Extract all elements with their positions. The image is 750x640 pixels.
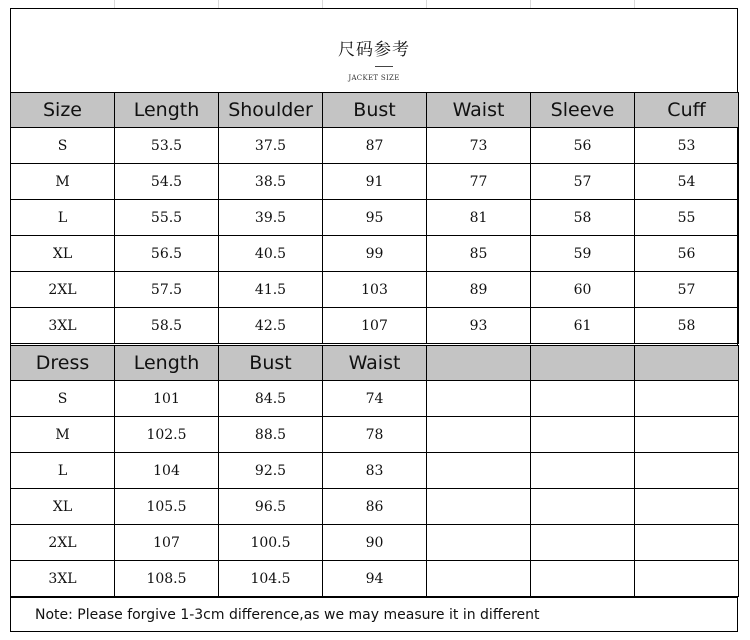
table-cell: 93 bbox=[427, 308, 531, 344]
empty-cell bbox=[635, 489, 739, 525]
empty-cell bbox=[635, 525, 739, 561]
jacket-size-table bbox=[10, 92, 739, 344]
empty-cell bbox=[531, 489, 635, 525]
empty-cell bbox=[531, 453, 635, 489]
table-cell: 101 bbox=[115, 381, 219, 417]
table-cell: 42.5 bbox=[219, 308, 323, 344]
table-cell: M bbox=[11, 164, 115, 200]
table-cell: 58 bbox=[531, 200, 635, 236]
empty-cell bbox=[635, 453, 739, 489]
header-cell-waist: Waist bbox=[427, 93, 531, 128]
note-text: Note: Please forgive 1-3cm difference,as we may measure it in different bbox=[35, 607, 540, 623]
chart-title-chinese: 尺码参考 bbox=[338, 40, 410, 60]
empty-cell bbox=[531, 525, 635, 561]
table-cell: 38.5 bbox=[219, 164, 323, 200]
empty-cell bbox=[427, 346, 531, 381]
empty-cell bbox=[427, 417, 531, 453]
header-cell-dress: Dress bbox=[11, 346, 115, 381]
table-cell: 108.5 bbox=[115, 561, 219, 597]
table-cell: 53.5 bbox=[115, 128, 219, 164]
header-cell-cuff: Cuff bbox=[635, 93, 739, 128]
table-cell: 102.5 bbox=[115, 417, 219, 453]
header-cell-bust: Bust bbox=[323, 93, 427, 128]
jacket-header-row bbox=[11, 93, 739, 128]
table-cell: 2XL bbox=[11, 525, 115, 561]
table-cell: 55.5 bbox=[115, 200, 219, 236]
dress-size-table bbox=[10, 345, 739, 597]
table-cell: 56 bbox=[531, 128, 635, 164]
table-cell: 95 bbox=[323, 200, 427, 236]
table-cell: 53 bbox=[635, 128, 739, 164]
measurement-note bbox=[10, 597, 738, 632]
table-cell: 90 bbox=[323, 525, 427, 561]
header-cell-size: Size bbox=[11, 93, 115, 128]
chart-header bbox=[10, 8, 738, 92]
header-cell-sleeve: Sleeve bbox=[531, 93, 635, 128]
header-cell-waist: Waist bbox=[323, 346, 427, 381]
table-row bbox=[11, 417, 739, 453]
table-row bbox=[11, 489, 739, 525]
empty-cell bbox=[635, 561, 739, 597]
table-cell: 91 bbox=[323, 164, 427, 200]
empty-cell bbox=[427, 489, 531, 525]
table-cell: 54.5 bbox=[115, 164, 219, 200]
table-cell: 92.5 bbox=[219, 453, 323, 489]
table-cell: XL bbox=[11, 489, 115, 525]
table-cell: 77 bbox=[427, 164, 531, 200]
table-cell: 41.5 bbox=[219, 272, 323, 308]
table-cell: 81 bbox=[427, 200, 531, 236]
table-row bbox=[11, 272, 739, 308]
table-cell: 103 bbox=[323, 272, 427, 308]
table-cell: 74 bbox=[323, 381, 427, 417]
table-cell: S bbox=[11, 128, 115, 164]
dress-header-row bbox=[11, 346, 739, 381]
table-cell: 55 bbox=[635, 200, 739, 236]
table-cell: 56.5 bbox=[115, 236, 219, 272]
table-cell: 96.5 bbox=[219, 489, 323, 525]
table-cell: 85 bbox=[427, 236, 531, 272]
table-row bbox=[11, 200, 739, 236]
table-cell: 3XL bbox=[11, 308, 115, 344]
table-cell: S bbox=[11, 381, 115, 417]
title-divider bbox=[375, 66, 393, 67]
table-cell: 89 bbox=[427, 272, 531, 308]
header-cell-length: Length bbox=[115, 93, 219, 128]
table-row bbox=[11, 308, 739, 344]
empty-cell bbox=[427, 561, 531, 597]
table-cell: 57 bbox=[531, 164, 635, 200]
table-cell: 105.5 bbox=[115, 489, 219, 525]
table-row bbox=[11, 561, 739, 597]
table-cell: 86 bbox=[323, 489, 427, 525]
table-cell: 60 bbox=[531, 272, 635, 308]
table-cell: 104 bbox=[115, 453, 219, 489]
table-cell: 94 bbox=[323, 561, 427, 597]
empty-cell bbox=[635, 346, 739, 381]
empty-cell bbox=[531, 417, 635, 453]
table-cell: 78 bbox=[323, 417, 427, 453]
table-cell: 3XL bbox=[11, 561, 115, 597]
table-cell: 54 bbox=[635, 164, 739, 200]
table-cell: 73 bbox=[427, 128, 531, 164]
table-cell: 56 bbox=[635, 236, 739, 272]
empty-cell bbox=[635, 381, 739, 417]
table-cell: 40.5 bbox=[219, 236, 323, 272]
empty-cell bbox=[427, 381, 531, 417]
table-cell: 57 bbox=[635, 272, 739, 308]
table-row bbox=[11, 453, 739, 489]
table-cell: 104.5 bbox=[219, 561, 323, 597]
table-cell: 59 bbox=[531, 236, 635, 272]
table-cell: 61 bbox=[531, 308, 635, 344]
empty-cell bbox=[531, 561, 635, 597]
table-cell: 88.5 bbox=[219, 417, 323, 453]
empty-cell bbox=[531, 381, 635, 417]
table-cell: 107 bbox=[323, 308, 427, 344]
table-cell: 58.5 bbox=[115, 308, 219, 344]
table-cell: 100.5 bbox=[219, 525, 323, 561]
table-cell: 84.5 bbox=[219, 381, 323, 417]
empty-cell bbox=[427, 453, 531, 489]
table-row bbox=[11, 236, 739, 272]
table-cell: 83 bbox=[323, 453, 427, 489]
table-cell: 99 bbox=[323, 236, 427, 272]
table-row bbox=[11, 128, 739, 164]
table-cell: 87 bbox=[323, 128, 427, 164]
empty-cell bbox=[635, 417, 739, 453]
table-cell: L bbox=[11, 200, 115, 236]
table-cell: 57.5 bbox=[115, 272, 219, 308]
table-cell: L bbox=[11, 453, 115, 489]
spreadsheet-grid-top bbox=[0, 0, 750, 8]
table-row bbox=[11, 525, 739, 561]
empty-cell bbox=[531, 346, 635, 381]
table-cell: 58 bbox=[635, 308, 739, 344]
table-cell: 39.5 bbox=[219, 200, 323, 236]
empty-cell bbox=[427, 525, 531, 561]
header-cell-shoulder: Shoulder bbox=[219, 93, 323, 128]
header-cell-bust: Bust bbox=[219, 346, 323, 381]
header-cell-length: Length bbox=[115, 346, 219, 381]
table-cell: 2XL bbox=[11, 272, 115, 308]
table-cell: XL bbox=[11, 236, 115, 272]
table-cell: 37.5 bbox=[219, 128, 323, 164]
table-row bbox=[11, 164, 739, 200]
table-row bbox=[11, 381, 739, 417]
table-cell: M bbox=[11, 417, 115, 453]
chart-title-english: JACKET SIZE bbox=[348, 74, 400, 82]
table-cell: 107 bbox=[115, 525, 219, 561]
